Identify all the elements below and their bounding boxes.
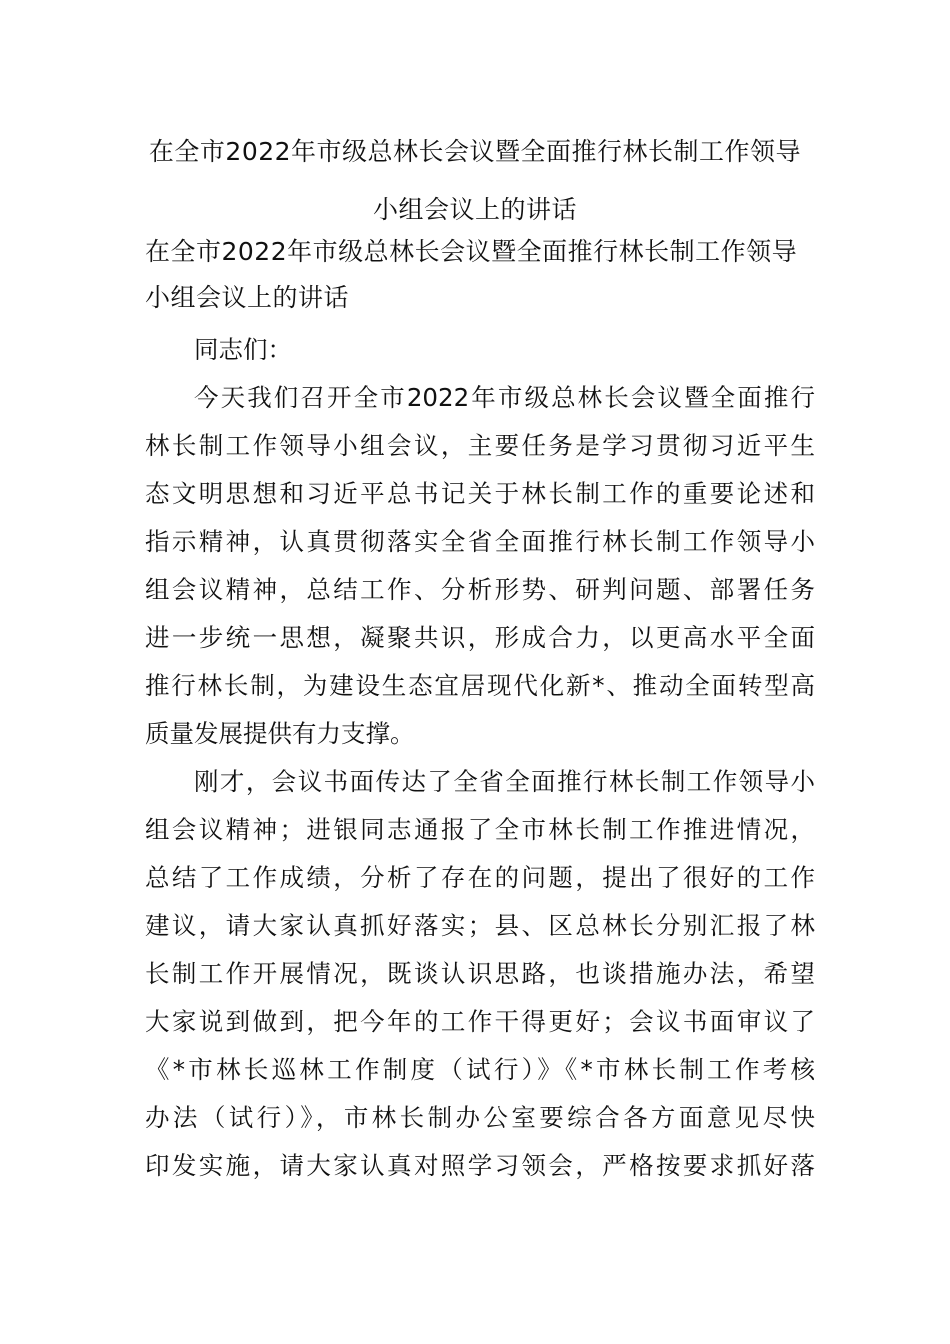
- document-body: [145, 326, 815, 1190]
- paragraph-2-line: 印发实施，请大家认真对照学习领会，严格按要求抓好落: [145, 1151, 815, 1180]
- paragraph-1-line: 林长制工作领导小组会议，主要任务是学习贯彻习近平生: [145, 431, 815, 460]
- title-centered-line-2: 小组会议上的讲话: [372, 195, 577, 224]
- paragraph-1-line: 进一步统一思想，凝聚共识，形成合力，以更高水平全面: [145, 623, 815, 652]
- document-title-centered: [60, 123, 890, 239]
- paragraph-2: [145, 758, 815, 1190]
- paragraph-2-line: 建议，请大家认真抓好落实；县、区总林长分别汇报了林: [145, 911, 815, 940]
- title-centered-line-1: 在全市2022年市级总林长会议暨全面推行林长制工作领导: [148, 137, 802, 166]
- paragraph-1-line: 组会议精神，总结工作、分析形势、研判问题、部署任务: [145, 575, 815, 604]
- paragraph-1-line: 指示精神，认真贯彻落实全省全面推行林长制工作领导小: [145, 527, 815, 556]
- title-left-line-2: 小组会议上的讲话: [145, 283, 350, 312]
- title-left-line-1: 在全市2022年市级总林长会议暨全面推行林长制工作领导: [145, 237, 798, 266]
- salutation: 同志们：: [194, 335, 292, 364]
- paragraph-2-line: 办法（试行）》，市林长制办公室要综合各方面意见尽快: [145, 1103, 815, 1132]
- document-title-left: [145, 229, 815, 321]
- paragraph-1-line: 今天我们召开全市2022年市级总林长会议暨全面推行: [194, 383, 815, 412]
- paragraph-2-line: 长制工作开展情况，既谈认识思路，也谈措施办法，希望: [145, 959, 815, 988]
- paragraph-1-line: 推行林长制，为建设生态宜居现代化新*、推动全面转型高: [145, 671, 815, 700]
- paragraph-2-line: 刚才，会议书面传达了全省全面推行林长制工作领导小: [194, 767, 815, 796]
- paragraph-2-line: 《*市林长巡林工作制度（试行）》《*市林长制工作考核: [145, 1055, 815, 1084]
- paragraph-1-line: 态文明思想和习近平总书记关于林长制工作的重要论述和: [145, 479, 815, 508]
- paragraph-1-line: 质量发展提供有力支撑。: [145, 719, 415, 748]
- paragraph-2-line: 大家说到做到，把今年的工作干得更好；会议书面审议了: [145, 1007, 815, 1036]
- paragraph-2-line: 总结了工作成绩，分析了存在的问题，提出了很好的工作: [145, 863, 815, 892]
- paragraph-2-line: 组会议精神；进银同志通报了全市林长制工作推进情况，: [145, 815, 815, 844]
- paragraph-1: [145, 374, 815, 758]
